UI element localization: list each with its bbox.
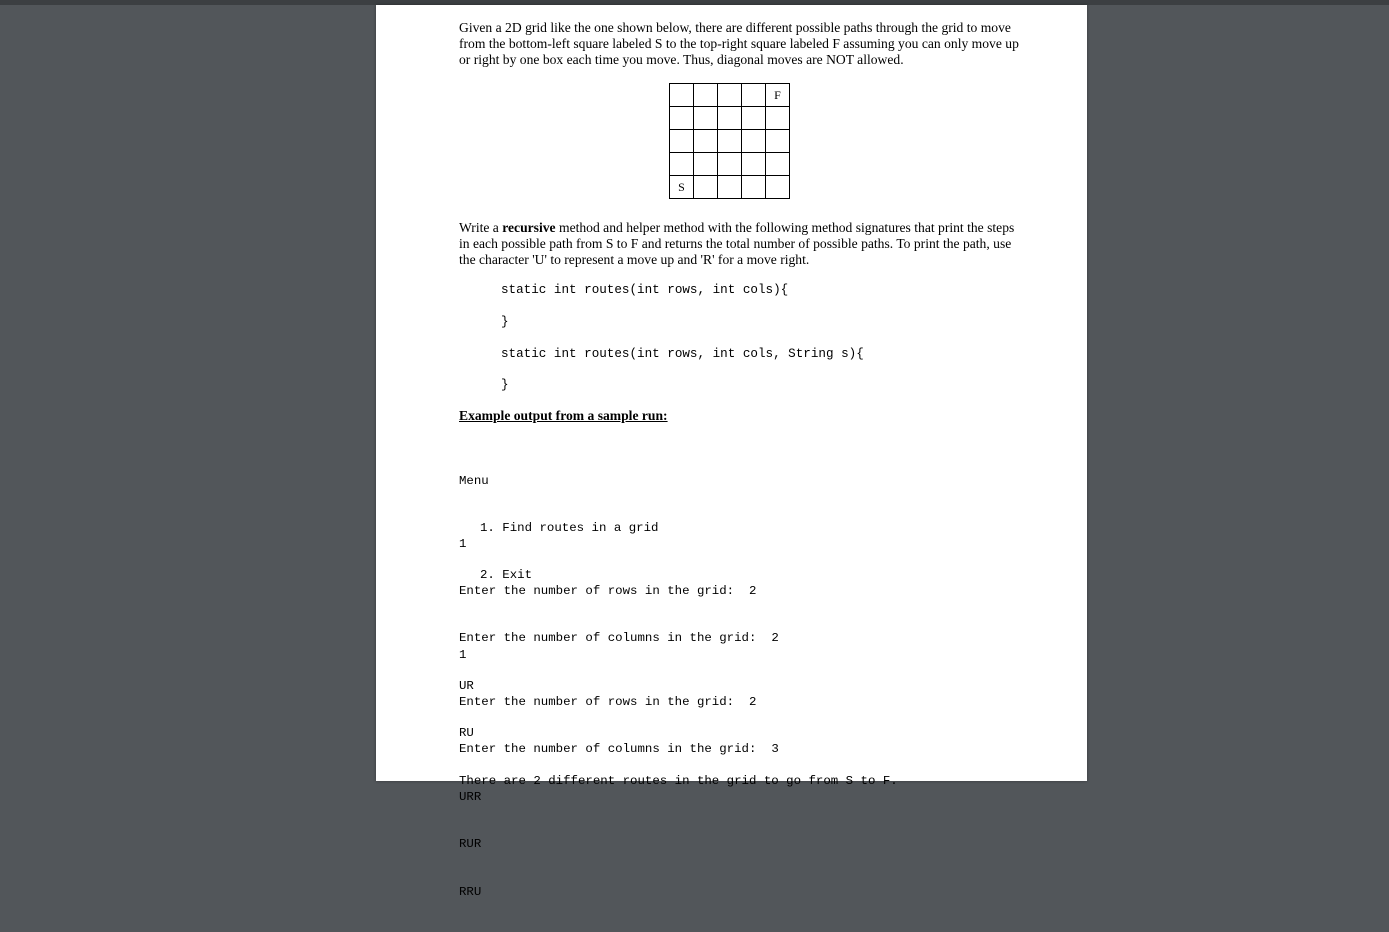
grid-cell-finish: F: [766, 84, 790, 107]
grid-cell-start: S: [670, 176, 694, 199]
run-2-choice: 1: [459, 647, 467, 662]
grid-cell: [670, 107, 694, 130]
grid-cell: [670, 130, 694, 153]
run-1-cols-prompt: Enter the number of columns in the grid:: [459, 631, 757, 646]
run-1-cols-value: 2: [771, 631, 779, 646]
grid-cell: [718, 84, 742, 107]
run-1-rows-value: 2: [749, 583, 757, 598]
grid-cell: [766, 130, 790, 153]
intro-paragraph: Given a 2D grid like the one shown below, there are different possible paths through the grid to move from the bottom-left square labeled S to the top-right square labeled F assuming you can only move up or right by one box each time you move. Thus, diagonal moves are NOT allowed.: [459, 20, 1019, 68]
run-2-rows-line: [459, 695, 779, 711]
code-signature-2: static int routes(int rows, int cols, String s){: [501, 347, 864, 361]
grid-cell: [742, 153, 766, 176]
grid-row: [670, 84, 790, 107]
example-heading: Example output from a sample run:: [459, 408, 668, 423]
run-2-rows-value: 2: [749, 694, 757, 709]
run-2-cols-value: 3: [771, 742, 779, 757]
run-1-rows-prompt: Enter the number of rows in the grid:: [459, 583, 735, 598]
run-2-block: [459, 616, 779, 932]
document-page: [376, 5, 1087, 899]
grid-cell: [694, 153, 718, 176]
grid-row: [670, 130, 790, 153]
grid-cell: [694, 130, 718, 153]
grid-cell: [670, 153, 694, 176]
grid-cell: [742, 107, 766, 130]
grid-cell: [742, 130, 766, 153]
grid-cell: [718, 176, 742, 199]
grid-cell: [766, 153, 790, 176]
task-paragraph: [459, 220, 1019, 269]
grid-row: [670, 153, 790, 176]
task-text-bold: recursive: [502, 220, 556, 235]
run-2-path: URR: [459, 789, 482, 804]
task-text-start: Write a: [459, 220, 503, 235]
menu-title: Menu: [459, 473, 489, 488]
menu-item-1: 1. Find routes in a grid: [480, 520, 659, 535]
grid-cell: [718, 130, 742, 153]
grid-diagram: [669, 83, 790, 199]
grid-cell: [718, 107, 742, 130]
run-1-summary: There are 2 different routes in the grid to go from S to F.: [459, 773, 898, 788]
code-close-1: }: [501, 315, 509, 329]
grid-cell: [694, 176, 718, 199]
run-1-choice: 1: [459, 536, 467, 551]
grid-cell: [766, 107, 790, 130]
run-2-rows-prompt: Enter the number of rows in the grid:: [459, 694, 735, 709]
grid-cell: [766, 176, 790, 199]
grid-cell: [670, 84, 694, 107]
grid-row: [670, 176, 790, 199]
run-2-cols-prompt: Enter the number of columns in the grid:: [459, 742, 757, 757]
grid-cell: [694, 84, 718, 107]
menu-item-2: 2. Exit: [480, 568, 533, 583]
grid-cell: [742, 176, 766, 199]
code-close-2: }: [501, 378, 509, 392]
run-1-rows-line: [459, 584, 898, 600]
task-text-end: method and helper method with the following method signatures that print the steps in each possible path from S to F and returns the total number of possible paths. To print the path, use the character 'U' to represent a move up and 'R' for a move right.: [459, 220, 1015, 268]
run-2-cols-line: [459, 742, 779, 758]
grid-cell: [742, 84, 766, 107]
grid-row: [670, 107, 790, 130]
grid-cell: [694, 107, 718, 130]
run-2-path: RRU: [459, 884, 482, 899]
run-1-path: UR: [459, 678, 474, 693]
run-2-path: RUR: [459, 837, 482, 852]
run-1-path: RU: [459, 726, 474, 741]
grid-cell: [718, 153, 742, 176]
code-signature-1: static int routes(int rows, int cols){: [501, 283, 789, 297]
